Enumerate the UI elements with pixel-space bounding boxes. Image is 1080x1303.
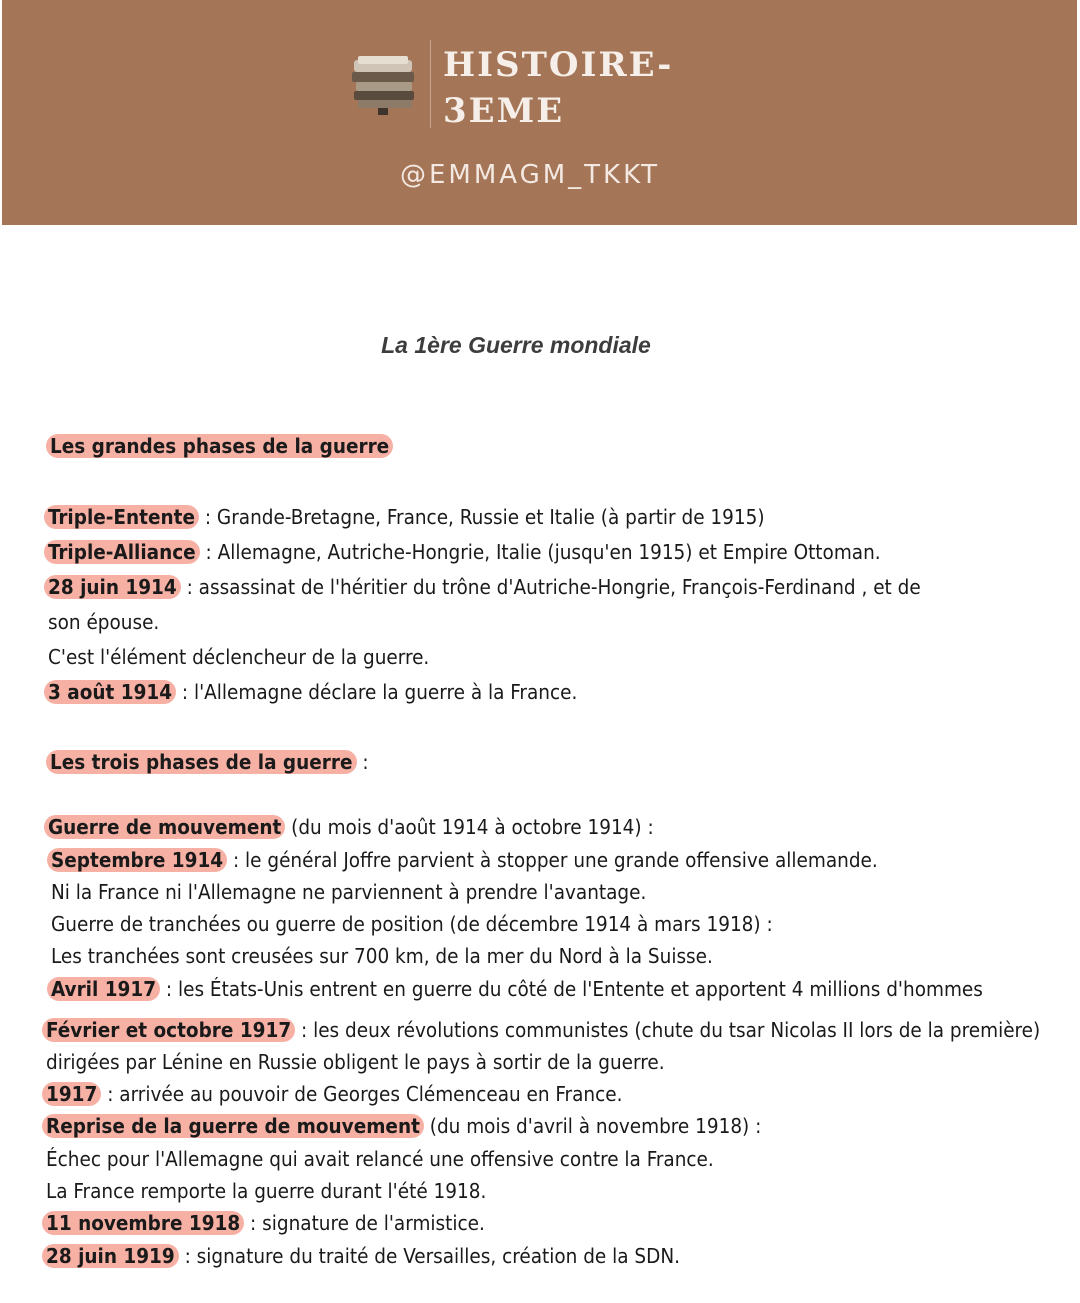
section-heading-three-phases (50, 747, 369, 777)
text-line (48, 677, 577, 707)
text-line: C'est l'élément déclencheur de la guerre. (48, 645, 430, 669)
text-line: Guerre de tranchées ou guerre de position (de décembre 1914 à mars 1918) : (51, 912, 773, 936)
line-text: : les deux révolutions communistes (chute du tsar Nicolas II lors de la première) (295, 1018, 1041, 1042)
highlight-marker: Guerre de mouvement (44, 815, 285, 839)
section-heading-phases (50, 431, 393, 461)
heading-suffix: : (356, 750, 369, 774)
text-line: Les tranchées sont creusées sur 700 km, de la mer du Nord à la Suisse. (51, 944, 713, 968)
text-line (46, 1208, 485, 1238)
line-text: : signature du traité de Versailles, création de la SDN. (178, 1244, 680, 1268)
line-text: : signature de l'armistice. (244, 1211, 485, 1235)
text-line (48, 502, 765, 532)
highlight-marker: 11 novembre 1918 (42, 1211, 244, 1235)
text-line: dirigées par Lénine en Russie obligent le pays à sortir de la guerre. (46, 1050, 665, 1074)
text-line (48, 537, 881, 567)
text-line: Échec pour l'Allemagne qui avait relancé une offensive contre la France. (46, 1147, 714, 1171)
highlight-marker: Avril 1917 (47, 977, 160, 1001)
text-line: La France remporte la guerre durant l'été 1918. (46, 1179, 487, 1203)
text-line (46, 1015, 1040, 1045)
highlight-marker: Triple-Alliance (44, 540, 200, 564)
highlight-marker: Septembre 1914 (47, 848, 227, 872)
banner-title-line1: HISTOIRE- (443, 45, 674, 85)
text-line (48, 812, 654, 842)
highlight-marker: 1917 (42, 1082, 101, 1106)
highlight-marker: Reprise de la guerre de mouvement (42, 1114, 424, 1138)
line-text: : Grande-Bretagne, France, Russie et Italie (à partir de 1915) (198, 505, 765, 529)
highlight-marker: Triple-Entente (44, 505, 199, 529)
text-line: son épouse. (48, 610, 160, 634)
banner-title-line2: 3EME (443, 91, 565, 131)
highlight-marker: 28 juin 1919 (42, 1244, 179, 1268)
header-banner (2, 0, 1077, 225)
text-line (48, 572, 921, 602)
line-text: : l'Allemagne déclare la guerre à la France. (176, 680, 578, 704)
author-handle: @EMMAGM_TKKT (399, 160, 661, 190)
line-text: : le général Joffre parvient à stopper une grande offensive allemande. (227, 848, 878, 872)
text-line (46, 1241, 680, 1271)
banner-title (443, 42, 673, 134)
highlight-marker: Février et octobre 1917 (42, 1018, 295, 1042)
line-text: (du mois d'août 1914 à octobre 1914) : (285, 815, 654, 839)
line-text: : arrivée au pouvoir de Georges Clémenceau en France. (101, 1082, 623, 1106)
highlight-marker: 28 juin 1914 (44, 575, 181, 599)
text-line: Ni la France ni l'Allemagne ne parviennent à prendre l'avantage. (51, 880, 647, 904)
books-icon (348, 52, 420, 116)
text-line (46, 1079, 622, 1109)
text-line (46, 1111, 761, 1141)
highlight-marker: Les grandes phases de la guerre (46, 434, 393, 458)
document-title: La 1ère Guerre mondiale (381, 332, 651, 358)
highlight-marker: 3 août 1914 (44, 680, 176, 704)
text-line (51, 845, 878, 875)
line-text: (du mois d'avril à novembre 1918) : (423, 1114, 762, 1138)
highlight-marker: Les trois phases de la guerre (46, 750, 357, 774)
line-text: : Allemagne, Autriche-Hongrie, Italie (jusqu'en 1915) et Empire Ottoman. (199, 540, 881, 564)
text-line (51, 974, 983, 1004)
banner-divider (430, 40, 431, 128)
line-text: : les États-Unis entrent en guerre du côté de l'Entente et apportent 4 millions d'hommes (160, 977, 983, 1001)
line-text: : assassinat de l'héritier du trône d'Autriche-Hongrie, François-Ferdinand , et de (180, 575, 921, 599)
